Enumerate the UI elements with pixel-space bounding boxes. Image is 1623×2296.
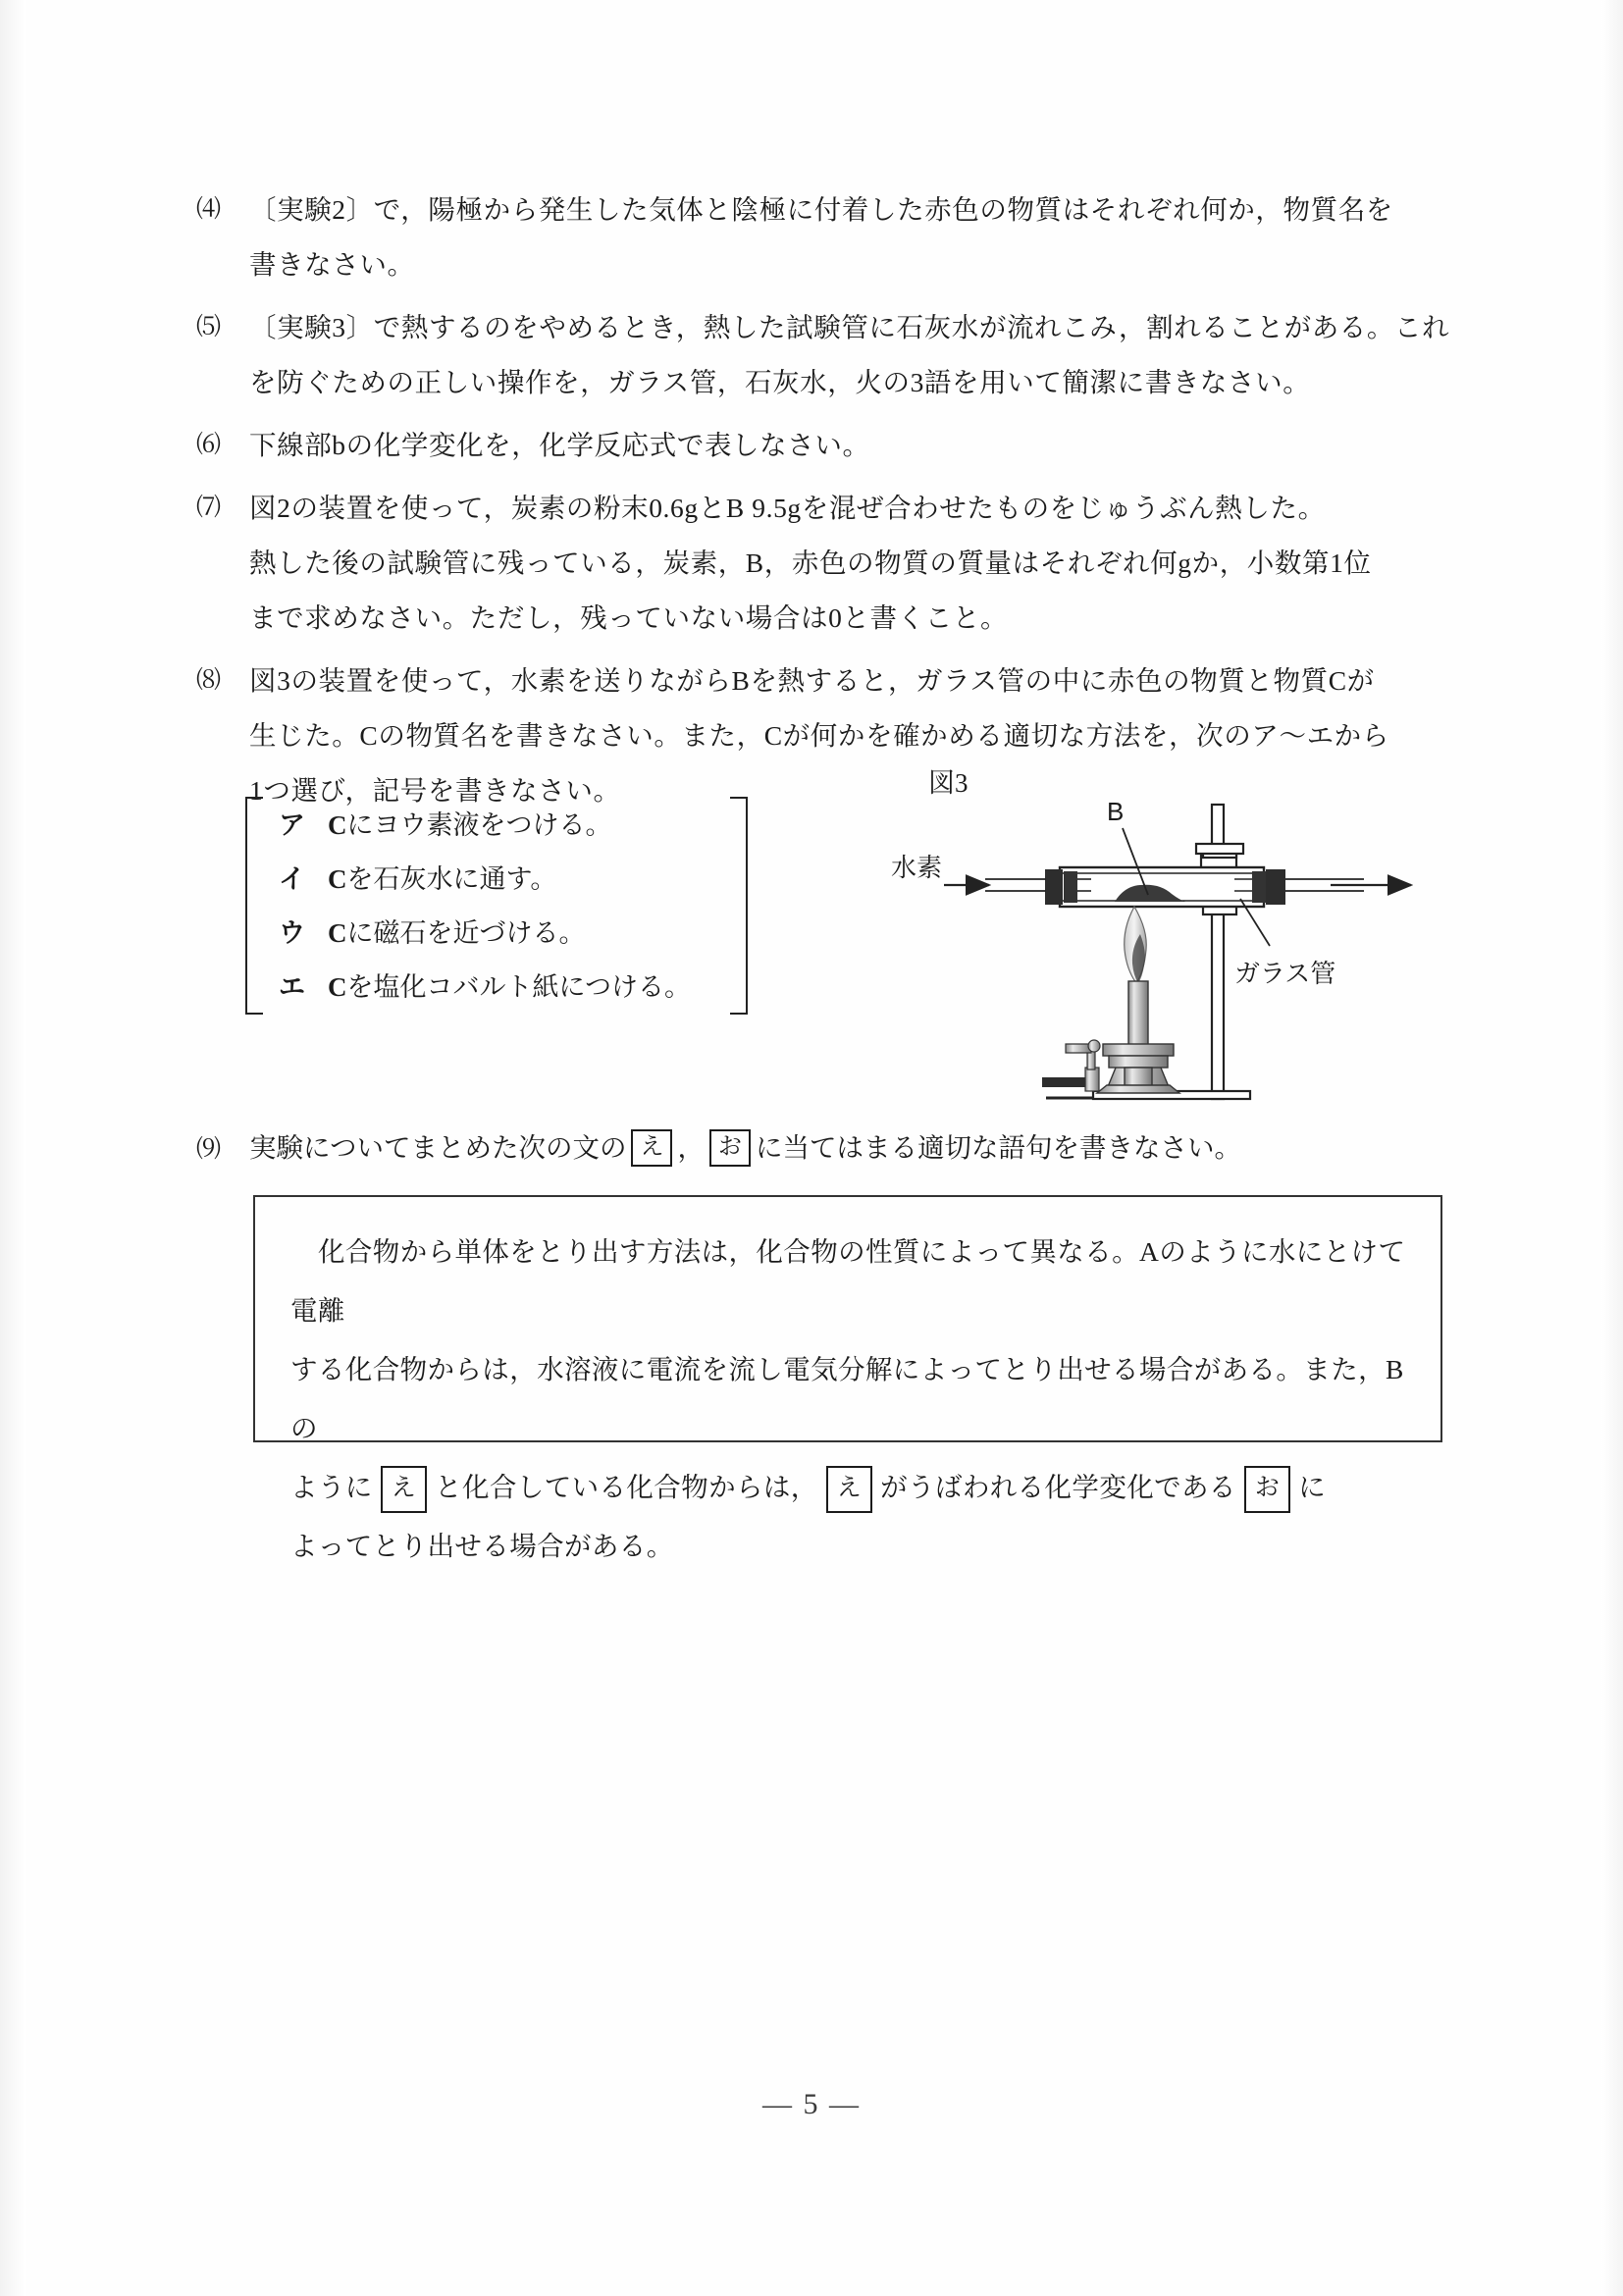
question-number-9: ⑼ bbox=[196, 1136, 222, 1163]
question-9-comma: ， bbox=[677, 1132, 705, 1163]
answer-choice-e[interactable] bbox=[279, 961, 722, 1015]
blank-box-o-1: お bbox=[1244, 1466, 1290, 1513]
question-number-5: ⑸ bbox=[196, 314, 222, 340]
paper-right-edge bbox=[1601, 0, 1623, 2296]
bracket-right bbox=[730, 797, 748, 1015]
answer-choice-u-key: ウ bbox=[279, 918, 305, 948]
question-list bbox=[196, 183, 1462, 826]
answer-choice-a-key: ア bbox=[279, 810, 305, 840]
answer-choice-a-text: にヨウ素液をつける。 bbox=[346, 810, 612, 840]
question-number-8: ⑻ bbox=[196, 667, 222, 694]
summary-paragraph-inner bbox=[255, 1197, 1440, 1576]
summary-paragraph-box bbox=[253, 1195, 1442, 1561]
summary-line-3-d: に bbox=[1298, 1472, 1327, 1502]
question-8-line-1: 図3の装置を使って，水素を送りながらBを熱すると，ガラス管の中に赤色の物質と物質Cが bbox=[249, 665, 1375, 696]
bracket-left bbox=[245, 797, 263, 1015]
question-9-suffix: に当てはまる適切な語句を書きなさい。 bbox=[755, 1132, 1241, 1163]
summary-line-1-text: 化合物から単体をとり出す方法は，化合物の性質によって異なる。Aのように水にとけて電離 bbox=[290, 1236, 1406, 1326]
answer-choice-u-symbol: C bbox=[328, 918, 347, 948]
answer-choice-a-symbol: C bbox=[328, 810, 347, 840]
summary-line-2-text: する化合物からは，水溶液に電流を流し電気分解によってとり出せる場合がある。また，Bの bbox=[290, 1354, 1404, 1443]
figure-3 bbox=[891, 761, 1431, 1115]
answer-choice-u[interactable] bbox=[279, 907, 722, 961]
question-number-6: ⑹ bbox=[196, 432, 222, 458]
blank-box-e-2: え bbox=[826, 1466, 872, 1513]
question-4-line-2: 書きなさい。 bbox=[249, 249, 415, 280]
question-7-line-3: まで求めなさい。ただし，残っていない場合は0と書くこと。 bbox=[249, 602, 1009, 633]
page-number: — 5 — bbox=[762, 2088, 861, 2120]
summary-line-4-text: よってとり出せる場合がある。 bbox=[290, 1531, 674, 1561]
question-body-4 bbox=[249, 183, 1462, 292]
question-item-4 bbox=[196, 183, 1462, 292]
question-body-6 bbox=[249, 418, 1462, 473]
figure-3-label-hydrogen: 水素 bbox=[891, 854, 943, 882]
question-number-4: ⑷ bbox=[196, 196, 222, 223]
answer-choice-e-symbol: C bbox=[328, 972, 347, 1002]
answer-choice-i[interactable] bbox=[279, 853, 722, 907]
figure-3-label-glass-tube: ガラス管 bbox=[1234, 960, 1336, 988]
summary-line-1 bbox=[290, 1223, 1407, 1340]
question-7-line-2: 熱した後の試験管に残っている，炭素，B，赤色の物質の質量はそれぞれ何gか，小数第1位 bbox=[249, 548, 1372, 578]
summary-line-3-c: がうばわれる化学変化である bbox=[880, 1472, 1236, 1502]
answer-choice-i-text: を石灰水に通す。 bbox=[346, 864, 557, 894]
question-item-9 bbox=[196, 1121, 1472, 1177]
blank-box-o-q9: お bbox=[709, 1129, 751, 1167]
answer-choice-u-text: に磁石を近づける。 bbox=[346, 918, 586, 948]
figure-3-drawing bbox=[920, 761, 1431, 1115]
answer-choice-i-key: イ bbox=[279, 864, 305, 894]
question-5-line-2: を防ぐための正しい操作を，ガラス管，石灰水，火の3語を用いて簡潔に書きなさい。 bbox=[249, 367, 1311, 397]
answer-choice-e-key: エ bbox=[279, 972, 305, 1002]
summary-line-4 bbox=[290, 1517, 1407, 1576]
question-9-prefix: 実験についてまとめた次の文の bbox=[249, 1132, 627, 1163]
summary-line-3-b: と化合している化合物からは， bbox=[435, 1472, 818, 1502]
question-7-line-1: 図2の装置を使って，炭素の粉末0.6gとB 9.5gを混ぜ合わせたものをじゅうぶん熱した。 bbox=[249, 493, 1326, 523]
answer-choice-group bbox=[245, 797, 748, 1015]
question-8-line-3: 1つ選び，記号を書きなさい。 bbox=[249, 775, 621, 806]
answer-choice-i-symbol: C bbox=[328, 864, 347, 894]
question-body-5 bbox=[249, 300, 1462, 410]
summary-line-3-a: ように bbox=[290, 1472, 373, 1502]
paper-left-edge bbox=[0, 0, 26, 2296]
figure-3-title: 図3 bbox=[928, 768, 969, 798]
question-body-7 bbox=[249, 481, 1462, 646]
question-item-6 bbox=[196, 418, 1462, 473]
question-item-5 bbox=[196, 300, 1462, 410]
question-6-line-1: 下線部bの化学変化を，化学反応式で表しなさい。 bbox=[249, 430, 870, 460]
figure-3-label-b-text: B bbox=[1107, 797, 1125, 826]
question-number-7: ⑺ bbox=[196, 495, 222, 521]
answer-choice-e-text: を塩化コバルト紙につける。 bbox=[346, 972, 691, 1002]
summary-line-2 bbox=[290, 1340, 1407, 1458]
question-4-line-1: 〔実験2〕で，陽極から発生した気体と陰極に付着した赤色の物質はそれぞれ何か，物質名を bbox=[249, 194, 1393, 225]
answer-choice-rows bbox=[279, 799, 722, 1015]
blank-box-e-1: え bbox=[381, 1466, 427, 1513]
summary-line-3 bbox=[290, 1458, 1407, 1517]
blank-box-e-q9: え bbox=[631, 1129, 672, 1167]
answer-choice-a[interactable] bbox=[279, 799, 722, 853]
question-8-line-2: 生じた。Cの物質名を書きなさい。また，Cが何かを確かめる適切な方法を，次のア～エから bbox=[249, 720, 1389, 751]
question-item-7 bbox=[196, 481, 1462, 646]
question-5-line-1: 〔実験3〕で熱するのをやめるとき，熱した試験管に石灰水が流れこみ，割れることがある。これ bbox=[249, 312, 1450, 342]
